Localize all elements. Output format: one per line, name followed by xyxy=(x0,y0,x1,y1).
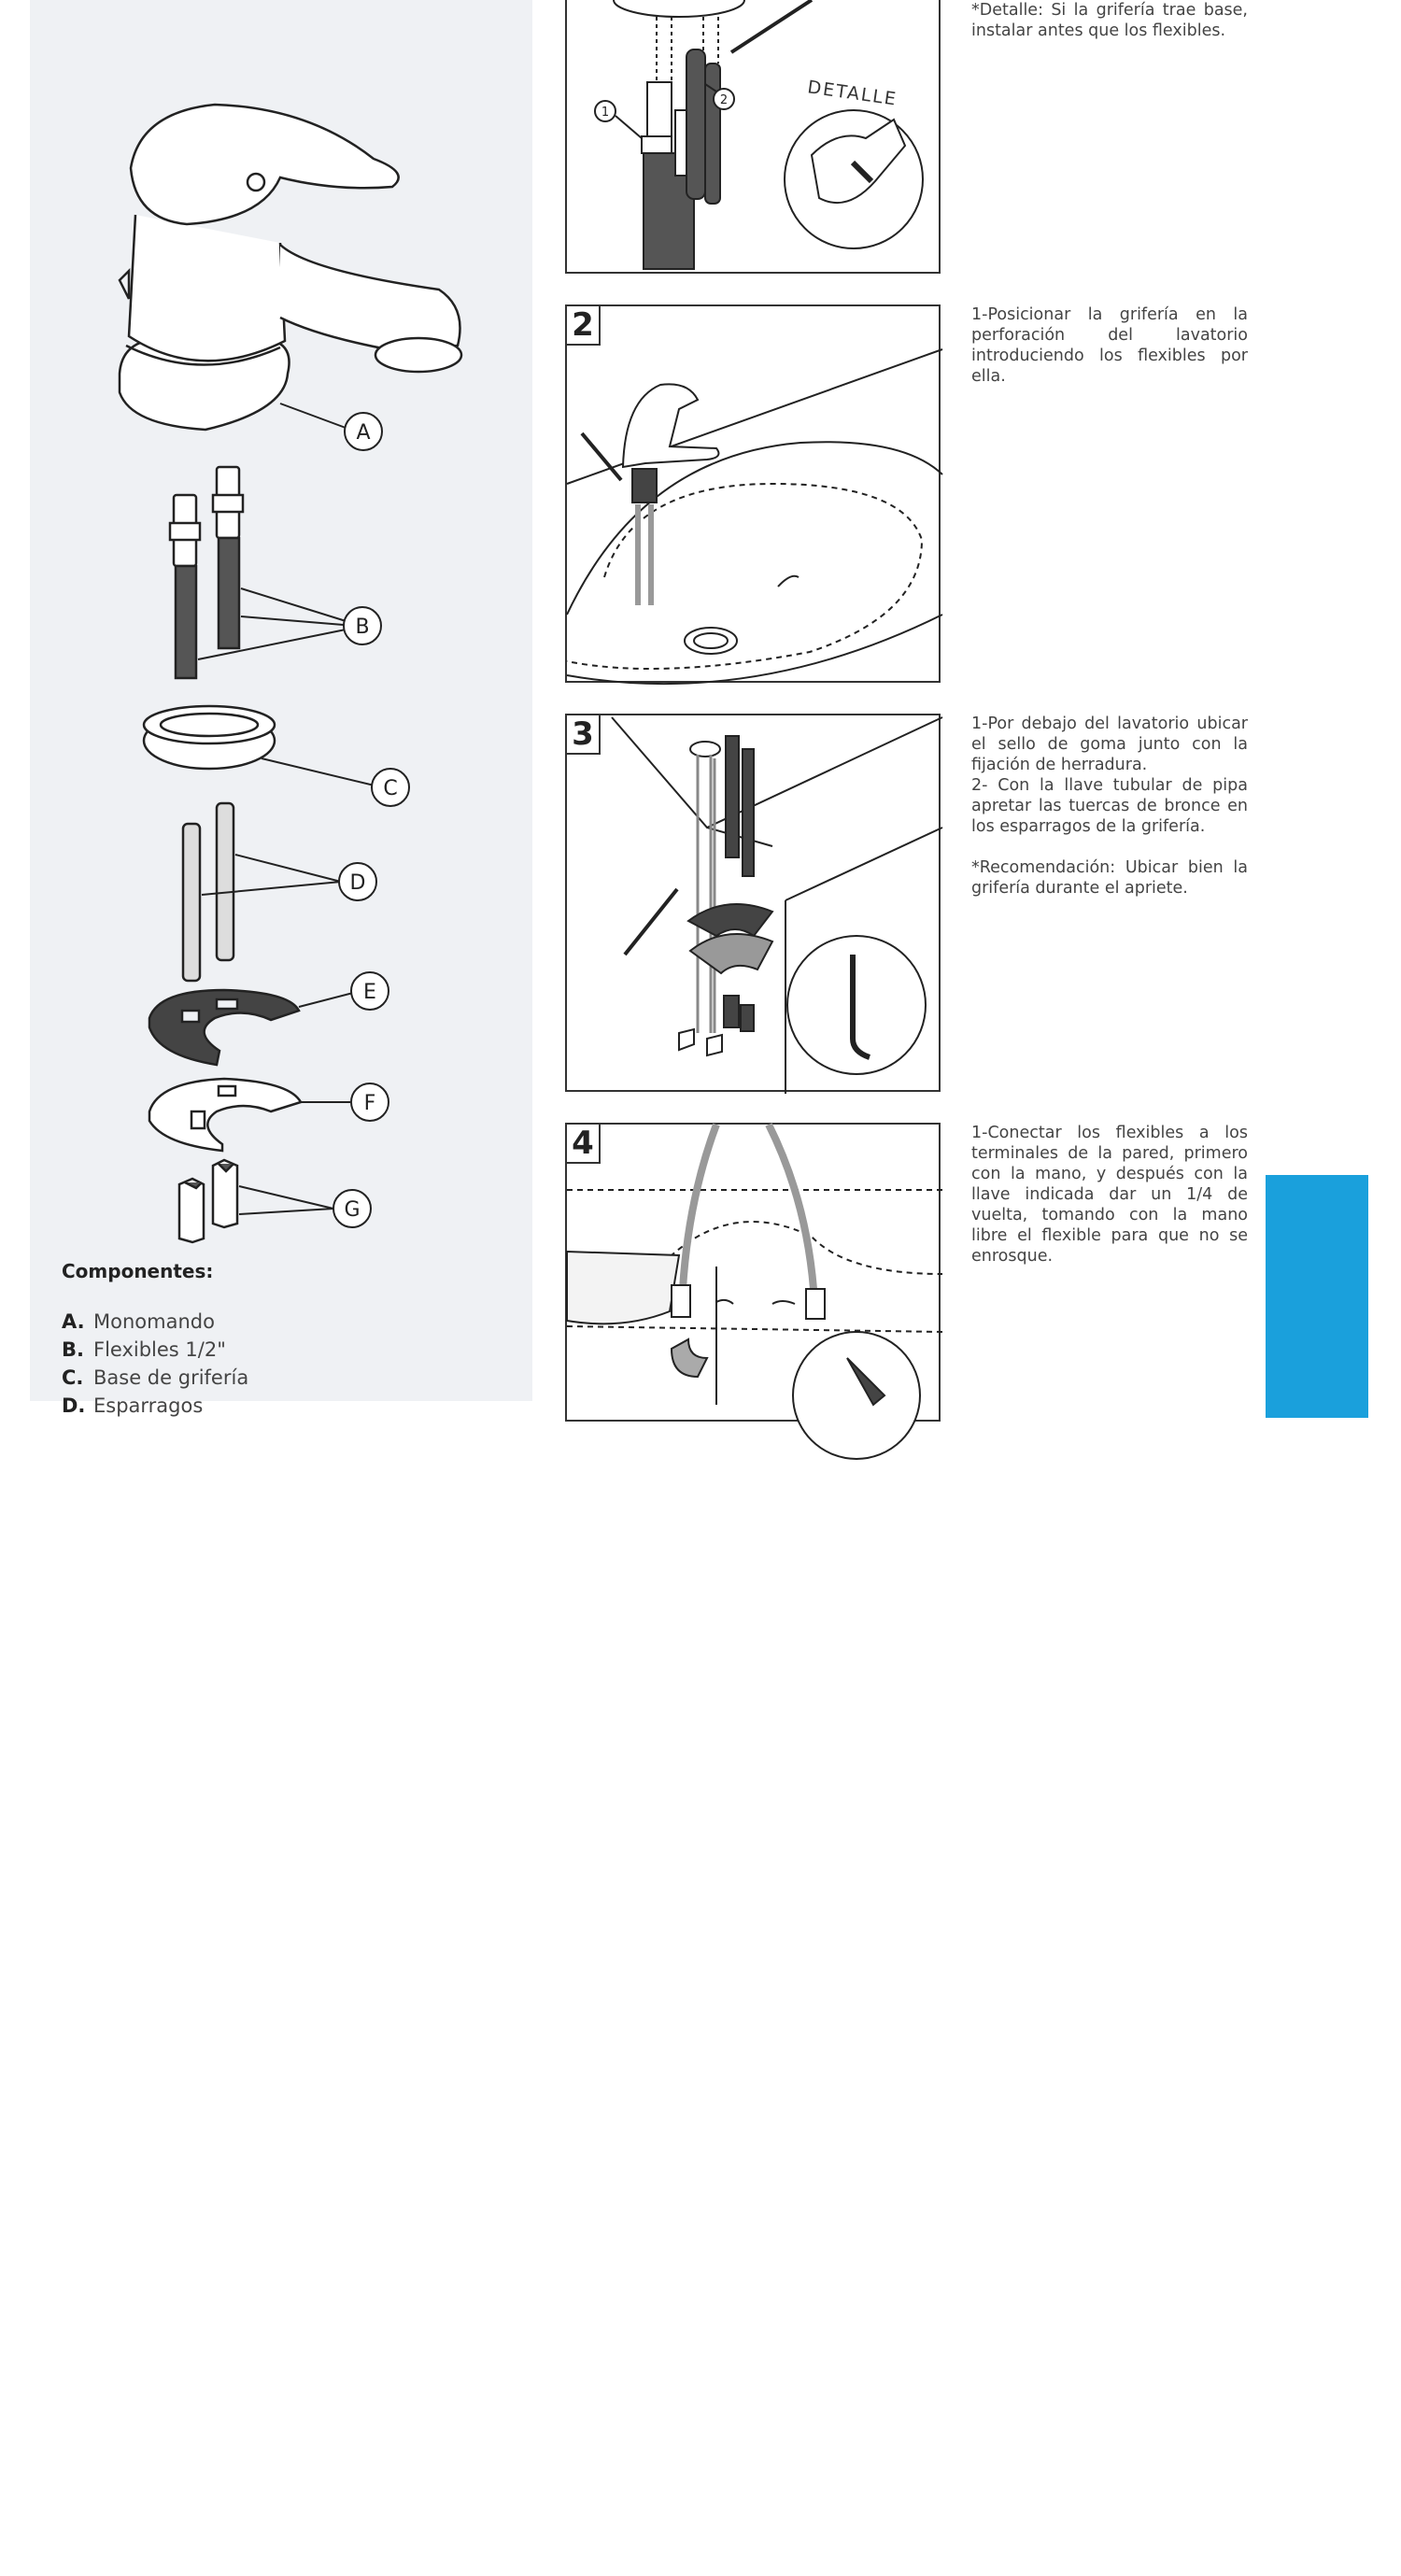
part-label-f: F xyxy=(363,1092,376,1115)
base-ring-drawing xyxy=(144,706,378,786)
step-4-text xyxy=(971,1123,1248,1267)
component-name: Flexibles 1/2" xyxy=(93,1338,226,1361)
step-1-illustration xyxy=(565,0,941,274)
step-3-number: 3 xyxy=(567,715,601,755)
component-letter: B. xyxy=(62,1338,84,1361)
callout-2: 2 xyxy=(719,93,729,107)
brand-bar xyxy=(1266,1175,1368,2576)
step-2-number: 2 xyxy=(567,306,601,346)
components-title: Componentes: xyxy=(62,1260,214,1282)
step-4-number: 4 xyxy=(567,1125,601,1164)
step-1-paragraph: *Detalle: Si la grifería trae base, instalar antes que los flexibles. xyxy=(971,1,1248,40)
detail-label: DETALLE xyxy=(806,77,899,110)
component-name: Monomando xyxy=(93,1310,215,1333)
step-3-paragraph-3: *Recomendación: Ubicar bien la grifería durante el apriete. xyxy=(971,858,1248,898)
part-label-c: C xyxy=(383,777,398,800)
component-letter: D. xyxy=(62,1394,86,1417)
component-item xyxy=(62,1336,248,1364)
rubber-seal-drawing xyxy=(149,990,357,1065)
component-letter: C. xyxy=(62,1366,84,1389)
component-name: Base de grifería xyxy=(93,1366,249,1389)
step-1-text xyxy=(971,0,1248,41)
studs-drawing xyxy=(183,803,341,981)
components-list xyxy=(62,1308,248,1420)
part-label-g: G xyxy=(344,1198,361,1222)
step-3-paragraph-1: 1-Por debajo del lavatorio ubicar el sello de goma junto con la fijación de herradura. xyxy=(971,715,1248,774)
horseshoe-fixture-drawing xyxy=(149,1079,350,1151)
part-label-d: D xyxy=(349,871,366,895)
step-2-illustration xyxy=(565,304,941,683)
callout-1: 1 xyxy=(601,106,610,120)
step-3-paragraph-2: 2- Con la llave tubular de pipa apretar las tuercas de bronce en los esparragos de la grifería. xyxy=(971,776,1248,836)
step-4-illustration xyxy=(565,1123,941,1422)
brass-nuts-drawing xyxy=(179,1160,333,1242)
component-item xyxy=(62,1308,248,1336)
step-2-text xyxy=(971,304,1248,387)
component-letter: A. xyxy=(62,1310,85,1333)
parts-illustration xyxy=(0,0,532,1401)
part-label-e: E xyxy=(363,981,376,1004)
part-label-a: A xyxy=(356,421,371,445)
part-label-b: B xyxy=(355,616,370,639)
brand-logo-text: retto xyxy=(1273,2375,1357,2576)
step-3-illustration xyxy=(565,714,941,1092)
step-3-text xyxy=(971,714,1248,899)
step-2-paragraph: 1-Posicionar la grifería en la perforación del lavatorio introduciendo los flexibles por ella. xyxy=(971,305,1248,386)
faucet-drawing xyxy=(120,105,461,430)
component-item xyxy=(62,1392,248,1420)
component-item xyxy=(62,1364,248,1392)
component-name: Esparragos xyxy=(93,1394,204,1417)
flexible-hoses-drawing xyxy=(170,467,355,678)
step-4-paragraph: 1-Conectar los flexibles a los terminales de la pared, primero con la mano, y después con la llave indicada dar un 1/4 de vuelta, tomando con la mano libre el flexible para que no se enrosque. xyxy=(971,1124,1248,1266)
